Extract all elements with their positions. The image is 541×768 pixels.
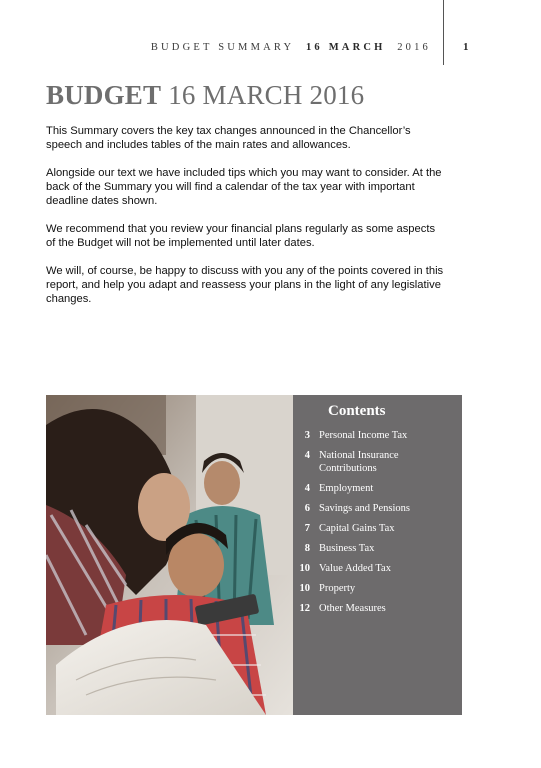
contents-item-page: 10	[299, 583, 310, 594]
contents-item[interactable]	[293, 582, 462, 595]
page-title-bold: BUDGET	[46, 80, 162, 110]
contents-item[interactable]	[293, 482, 462, 495]
contents-item[interactable]	[293, 562, 462, 575]
contents-item-label: Business Tax	[319, 543, 375, 554]
contents-item[interactable]	[293, 429, 462, 442]
paragraph: This Summary covers the key tax changes announced in the Chancellor’s speech and includes tables of the main rates and allowances.	[46, 125, 411, 151]
contents-item-label: National Insurance Contributions	[319, 450, 399, 474]
paragraph: We will, of course, be happy to discuss with you any of the points covered in this report, and help you adapt and reassess your plans in the light of any legislative changes.	[46, 265, 444, 305]
contents-item-page: 3	[304, 430, 310, 441]
contents-list	[293, 429, 462, 622]
paragraph: Alongside our text we have included tips which you may want to consider. At the back of the Summary you will find a calendar of the tax year with important deadline dates shown.	[46, 167, 442, 207]
intro-text	[46, 124, 446, 320]
contents-item-page: 10	[299, 563, 310, 574]
contents-item-label: Other Measures	[319, 603, 386, 614]
contents-item-label: Employment	[319, 483, 374, 494]
contents-panel	[293, 395, 462, 715]
contents-item[interactable]	[293, 542, 462, 555]
running-header	[151, 42, 431, 53]
contents-heading: Contents	[328, 403, 386, 419]
running-date: 16 MARCH	[305, 42, 386, 53]
running-title: BUDGET SUMMARY	[150, 42, 295, 53]
contents-item[interactable]	[293, 602, 462, 615]
contents-item-label: Capital Gains Tax	[319, 523, 395, 534]
contents-item[interactable]	[293, 449, 462, 475]
contents-item-page: 4	[304, 450, 310, 461]
running-year: 2016	[397, 42, 431, 53]
contents-item-page: 7	[304, 523, 310, 534]
people-photo	[46, 395, 293, 715]
contents-item-label: Value Added Tax	[319, 563, 391, 574]
paragraph: We recommend that you review your financial plans regularly as some aspects of the Budget will not be implemented until later dates.	[46, 223, 436, 249]
contents-item-label: Savings and Pensions	[319, 503, 411, 514]
contents-item-page: 6	[304, 503, 310, 514]
page-number: 1	[463, 41, 469, 53]
contents-item-page: 8	[304, 543, 310, 554]
contents-item-label: Personal Income Tax	[319, 430, 408, 441]
contents-item-page: 12	[299, 603, 310, 614]
contents-item[interactable]	[293, 502, 462, 515]
header-divider	[443, 0, 444, 65]
contents-item[interactable]	[293, 522, 462, 535]
contents-item-page: 4	[304, 483, 310, 494]
contents-item-label: Property	[319, 583, 356, 594]
page-title	[46, 80, 364, 111]
page-title-date: 16 MARCH 2016	[168, 80, 365, 110]
